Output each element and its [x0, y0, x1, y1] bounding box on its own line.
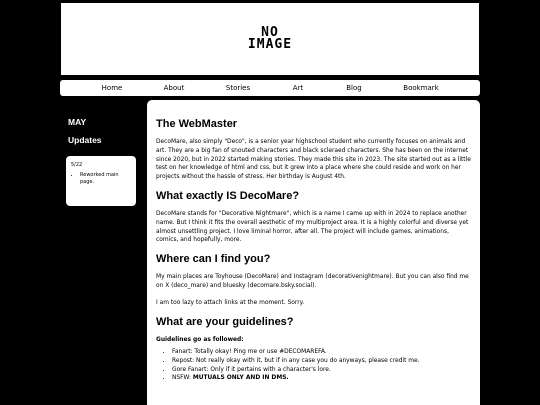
decomare-paragraph: DecoMare stands for "Decorative Nightmare", which is a name I came up with in 2024 to replace another name. But I think it fits the overall aesthetic of my multiproject area. It is a highly colorful and diverse yet almost unsettling project. I love liminal horror, after all. The project will include games, animations, comics, and hopefully, more. [156, 210, 469, 244]
main-content [147, 100, 480, 405]
nav-stories-link[interactable]: Stories [225, 84, 251, 92]
no-image-placeholder [248, 27, 292, 51]
top-nav [60, 80, 480, 96]
sidebar [60, 100, 142, 405]
sidebar-month: MAY [68, 117, 87, 127]
banner-image-placeholder [60, 2, 480, 76]
nav-home-link[interactable]: Home [101, 84, 123, 92]
heading-what-is-decomare: What exactly IS DecoMare? [156, 189, 300, 202]
guideline-item: • Gore Fanart: Only if it pertains with a character's lore. [172, 366, 471, 375]
heading-where-find: Where can I find you? [156, 253, 271, 266]
webmaster-paragraph: DecoMare, also simply "Deco", is a senior year highschool student who currently focuses on animals and art. They are a big fan of snouted characters and black scleraed characters. She has been on the internet since 2020, but in 2022 started making stories. They made this site in 2023. The site started out as a little test on her knowledge of html and css, but it grew into a place where she could reside and work on her projects without the hassle of stress. Her birthday is August 4th. [156, 139, 471, 181]
update-list [71, 172, 131, 186]
no-image-line1: NO [261, 25, 279, 40]
guideline-item: • Repost: Not really okay with it, but if in any case you do anyways, please credit me. [172, 357, 471, 366]
heading-webmaster: The WebMaster [156, 118, 238, 130]
nav-bookmark-link[interactable]: Bookmark [403, 84, 439, 92]
lazy-links-paragraph: I am too lazy to attach links at the moment. Sorry. [156, 299, 305, 306]
nav-art-link[interactable]: Art [292, 84, 304, 92]
guideline-item: • Fanart: Totally okay! Ping me or use #DECOMAREFA. [172, 348, 471, 357]
sidebar-updates-title: Updates [68, 135, 102, 145]
nav-about-link[interactable]: About [163, 84, 185, 92]
nsfw-value: MUTUALS ONLY AND IN DMS. [192, 375, 289, 382]
nav-blog-link[interactable]: Blog [346, 84, 362, 92]
socials-paragraph: My main places are Toyhouse (DecoMare) and Instagram (decorativenightmare). But you can also find me on X (deco_mare) and bluesky (decomare.bsky.social). [156, 274, 469, 289]
no-image-line2: IMAGE [247, 37, 293, 52]
heading-guidelines: What are your guidelines? [156, 315, 294, 328]
guidelines-list [156, 348, 471, 382]
update-date: 5/22 [71, 162, 83, 168]
guideline-item-nsfw [172, 374, 471, 383]
nsfw-label: NSFW: [172, 375, 193, 382]
guidelines-heading: Guidelines go as followed: [156, 336, 244, 343]
update-item: • Reworked main page. [80, 172, 131, 186]
updates-box [66, 156, 136, 206]
